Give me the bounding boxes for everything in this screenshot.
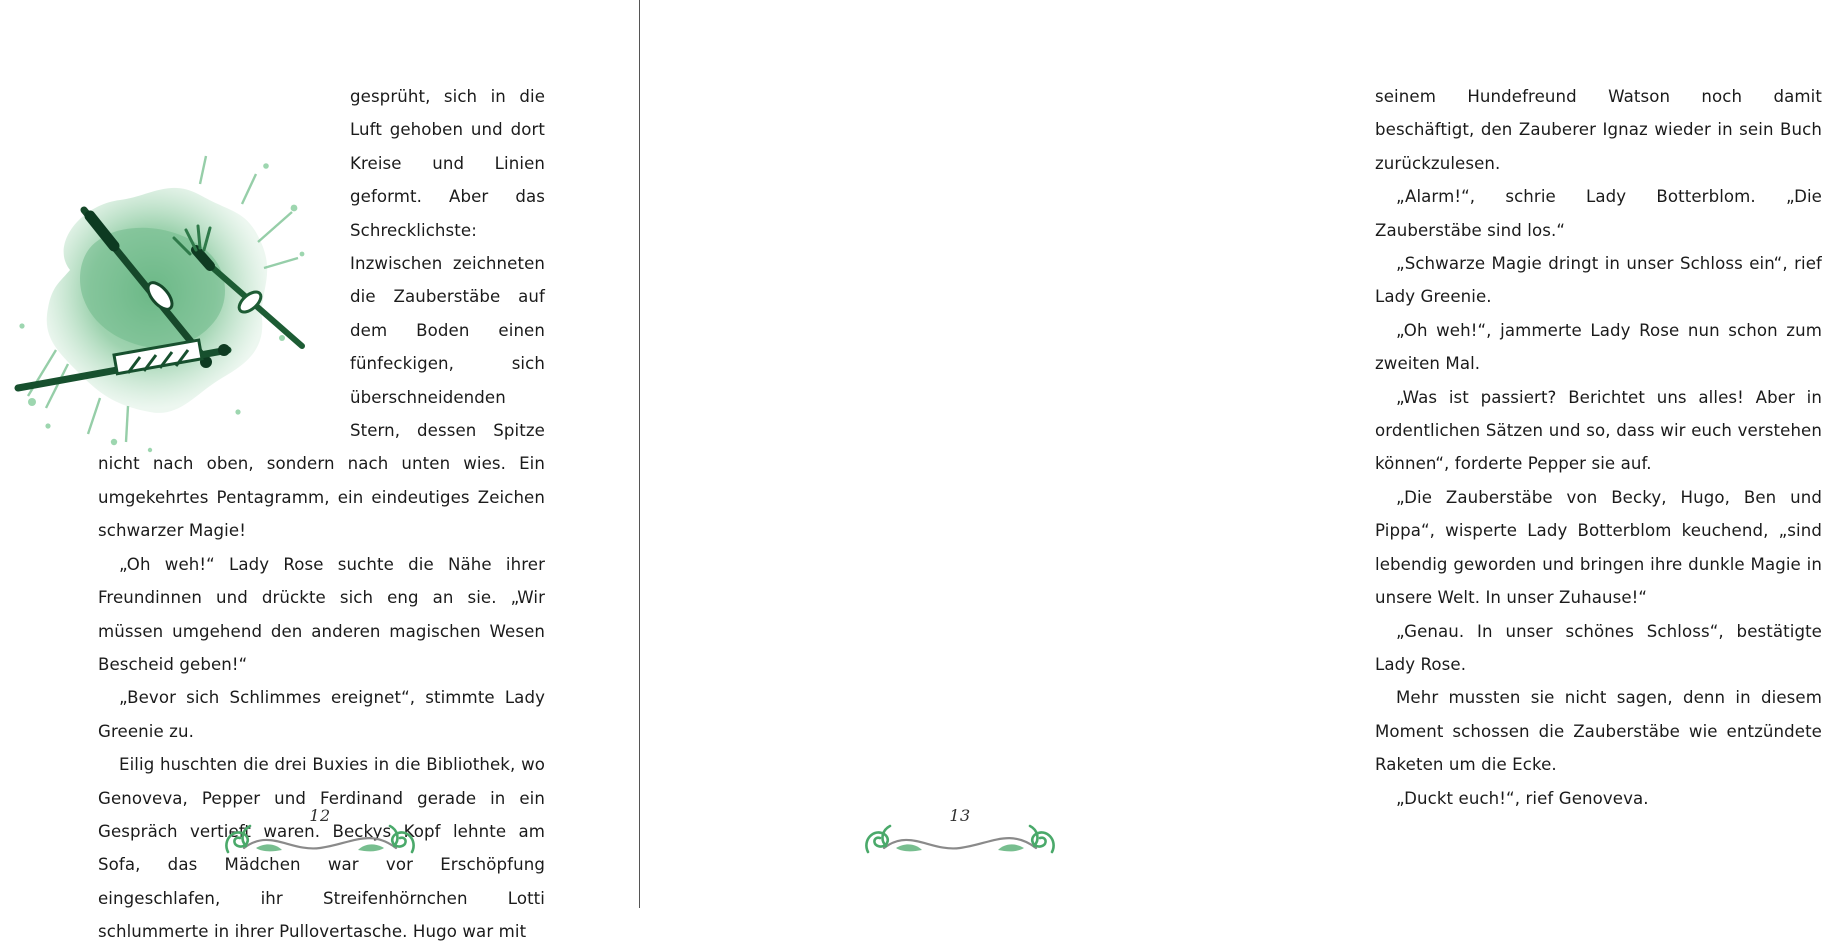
left-page bbox=[0, 0, 640, 942]
illustration-text-wrap-spacer bbox=[98, 156, 350, 424]
page-number: 13 bbox=[949, 806, 971, 825]
right-page-folio bbox=[640, 800, 1280, 860]
right-page bbox=[640, 0, 1822, 908]
paragraph: „Die Zauberstäbe von Becky, Hugo, Ben und Pippa“, wisperte Lady Botterblom keuchend, „sind lebendig geworden und bringen ihre dunkle Magie in unsere Welt. In unser Zuhause!“ bbox=[1375, 487, 1822, 608]
paragraph: seinem Hundefreund Watson noch damit beschäftigt, den Zauberer Ignaz wieder in sein Buch zurückzulesen. bbox=[1375, 87, 1822, 173]
folio-ornament-icon bbox=[860, 818, 1060, 858]
paragraph: Eilig huschten die drei Buxies in die Bibliothek, wo Genoveva, Pepper und Ferdinand gerade in ein Gespräch vertieft waren. Beckys Kopf lehnte am Sofa, das Mädchen war vor Erschöpfung eingeschlafen, ihr Streifenhörnchen Lotti schlummerte in ihrer Pullovertasche. Hugo war mit bbox=[98, 755, 545, 942]
paragraph: „Oh weh!“, jammerte Lady Rose nun schon zum zweiten Mal. bbox=[1375, 320, 1822, 374]
page-gutter-divider bbox=[639, 0, 640, 908]
paragraph: Mehr mussten sie nicht sagen, denn in diesem Moment schossen die Zauberstäbe wie entzündete Raketen um die Ecke. bbox=[1375, 688, 1822, 775]
paragraph: gesprüht, sich in die Luft gehoben und dort Kreise und Linien geformt. Aber das Schrecklichste: Inzwischen zeichneten die Zauberstäbe auf dem Boden einen fünfeckigen, sich überschneidenden Stern, dessen Spitze nicht nach oben, sondern nach unten wies. Ein umgekehrtes Pentagramm, ein eindeutiges Zeichen schwarzer Magie! bbox=[98, 87, 545, 541]
left-page-folio bbox=[0, 800, 640, 860]
paragraph: „Genau. In unser schönes Schloss“, bestätigte Lady Rose. bbox=[1375, 621, 1822, 674]
paragraph: „Oh weh!“ Lady Rose suchte die Nähe ihrer Freundinnen und drückte sich eng an sie. „Wir müssen umgehend den anderen magischen Wesen Bescheid geben!“ bbox=[98, 554, 545, 674]
paragraph: „Was ist passiert? Berichtet uns alles! Aber in ordentlichen Sätzen und so, dass wir euch verstehen können“, forderte Pepper sie auf. bbox=[1375, 387, 1822, 474]
page-number: 12 bbox=[309, 806, 331, 825]
folio-ornament-icon bbox=[220, 818, 420, 858]
right-page-text-column bbox=[1375, 80, 1822, 815]
paragraph: „Alarm!“, schrie Lady Botterblom. „Die Zauberstäbe sind los.“ bbox=[1375, 187, 1822, 240]
paragraph: „Bevor sich Schlimmes ereignet“, stimmte Lady Greenie zu. bbox=[98, 688, 545, 741]
paragraph: „Schwarze Magie dringt in unser Schloss ein“, rief Lady Greenie. bbox=[1375, 254, 1822, 307]
paragraph: „Duckt euch!“, rief Genoveva. bbox=[1396, 788, 1649, 808]
